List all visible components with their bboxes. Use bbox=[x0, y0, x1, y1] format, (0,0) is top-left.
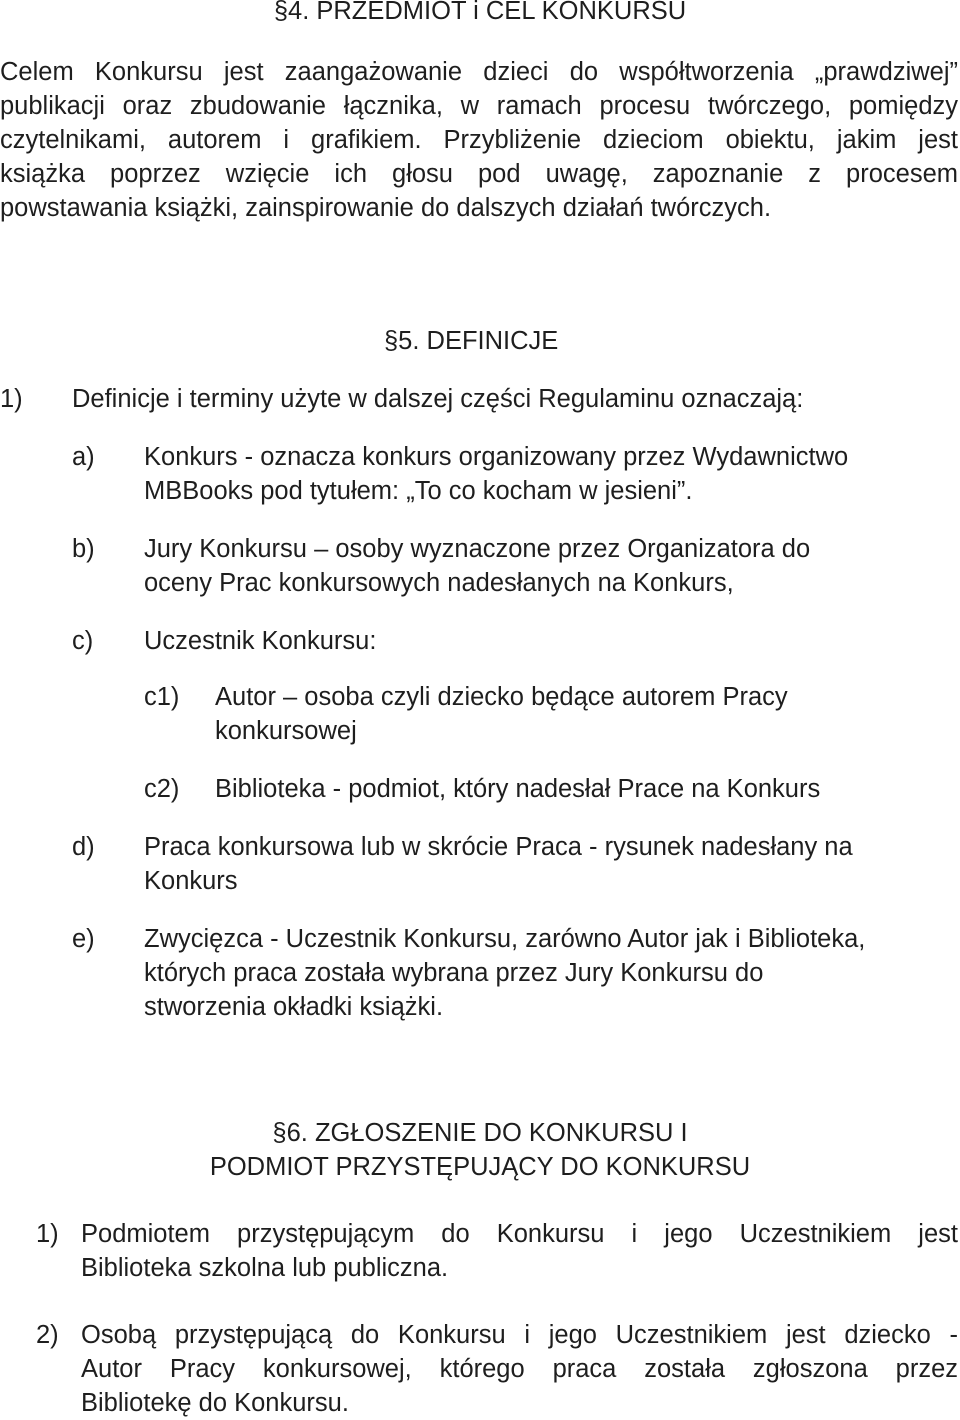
definition-text: Praca konkursowa lub w skrócie Praca - rysunek nadesłany na bbox=[144, 833, 853, 861]
definition-text: konkursowej bbox=[215, 717, 357, 745]
item-text: Autor Pracy konkursowej, którego praca została zgłoszona przez bbox=[81, 1355, 958, 1383]
definition-text: Jury Konkursu – osoby wyznaczone przez Organizatora do bbox=[144, 535, 811, 563]
definition-label: a) bbox=[72, 443, 95, 471]
item-text: Biblioteka szkolna lub publiczna. bbox=[81, 1254, 449, 1282]
definition-label: c1) bbox=[144, 683, 180, 711]
item-text: Podmiotem przystępującym do Konkursu i jego Uczestnikiem jest bbox=[81, 1220, 958, 1248]
definition-text: których praca została wybrana przez Jury Konkursu do bbox=[144, 959, 764, 987]
paragraph-line: książka poprzez wzięcie ich głosu pod uwagę, zapoznanie z procesem bbox=[0, 160, 958, 188]
definition-text: Konkurs bbox=[144, 867, 238, 895]
paragraph-line: powstawania książki, zainspirowanie do dalszych działań twórczych. bbox=[0, 194, 772, 222]
section-4-heading: §4. PRZEDMIOT i CEL KONKURSU bbox=[273, 0, 687, 25]
definitions-intro-text: Definicje i terminy użyte w dalszej części Regulaminu oznaczają: bbox=[72, 385, 804, 413]
paragraph-line: Celem Konkursu jest zaangażowanie dzieci do współtworzenia „prawdziwej” bbox=[0, 58, 958, 86]
list-number: 1) bbox=[36, 1220, 59, 1248]
section-5-heading: §5. DEFINICJE bbox=[384, 327, 559, 355]
item-text: Bibliotekę do Konkursu. bbox=[81, 1389, 349, 1417]
definition-label: c) bbox=[72, 627, 94, 655]
definition-label: c2) bbox=[144, 775, 180, 803]
definition-label: d) bbox=[72, 833, 95, 861]
paragraph-line: czytelnikami, autorem i grafikiem. Przybliżenie dzieciom obiektu, jakim jest bbox=[0, 126, 958, 154]
definition-label: b) bbox=[72, 535, 95, 563]
definition-label: e) bbox=[72, 925, 95, 953]
list-number: 1) bbox=[0, 385, 23, 413]
section-6-heading-line-1: §6. ZGŁOSZENIE DO KONKURSU I bbox=[272, 1119, 688, 1147]
definition-text: stworzenia okładki książki. bbox=[144, 993, 444, 1021]
definition-text: Biblioteka - podmiot, który nadesłał Prace na Konkurs bbox=[215, 775, 821, 803]
list-number: 2) bbox=[36, 1321, 59, 1349]
definition-text: Autor – osoba czyli dziecko będące autorem Pracy bbox=[215, 683, 788, 711]
definition-text: Zwycięzca - Uczestnik Konkursu, zarówno Autor jak i Biblioteka, bbox=[144, 925, 866, 953]
definition-text: Konkurs - oznacza konkurs organizowany przez Wydawnictwo bbox=[144, 443, 849, 471]
section-6-heading-line-2: PODMIOT PRZYSTĘPUJĄCY DO KONKURSU bbox=[209, 1153, 751, 1181]
definition-text: oceny Prac konkursowych nadesłanych na Konkurs, bbox=[144, 569, 734, 597]
paragraph-line: publikacji oraz zbudowanie łącznika, w ramach procesu twórczego, pomiędzy bbox=[0, 92, 958, 120]
definition-text: MBBooks pod tytułem: „To co kocham w jesieni”. bbox=[144, 477, 693, 505]
item-text: Osobą przystępującą do Konkursu i jego Uczestnikiem jest dziecko - bbox=[81, 1321, 958, 1349]
definition-text: Uczestnik Konkursu: bbox=[144, 627, 377, 655]
